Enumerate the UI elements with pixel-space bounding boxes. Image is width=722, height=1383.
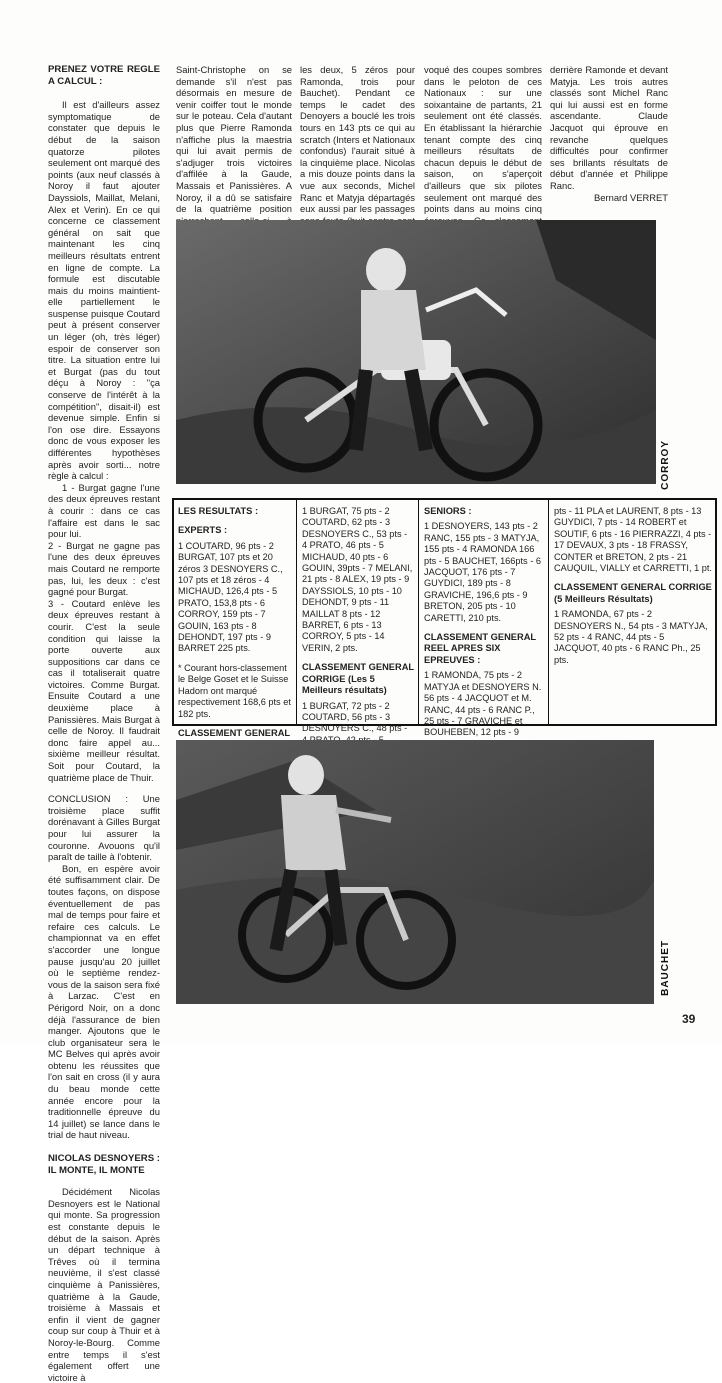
reel-results: 1 RAMONDA, 75 pts - 2 MATYJA et DESNOYERS N. 56 pts - 4 JACQUOT et M. RANC, 44 pts - 6 RANC P., 25 pts - 7 GRAVICHE et BOUHEBEN, 12 pts - 9 (424, 670, 542, 738)
paragraph: 2 - Burgat ne gagne pas l'une des deux épreuves mais Coutard ne remporte pas, lui, les deux : c'est gagné pour Burgat. (48, 539, 160, 598)
corrige5-heading: CLASSEMENT GENERAL CORRIGE (5 Meilleurs Résultats) (554, 582, 712, 604)
paragraph: 1 - Burgat gagne l'une des deux épreuves restant à courir : dans ce cas l'affaire est dans le sac pour lui. (48, 481, 160, 540)
reel-heading: CLASSEMENT GENERAL REEL APRES SIX EPREUVES : (424, 632, 536, 665)
paragraph: Il est d'ailleurs assez symptomatique de constater que depuis le début de la saison quatorze pilotes seulement ont marqué des points (aux neuf classés à Noroy il faut ajouter Dayssiols, Maillat, Melani, Alex et Verin). En ce qui concerne ce classement général on sait que maintenant les cinq meilleurs résultats entrent en ligne de compte. La formule est discutable mais du moins maintient-elle partiellement le suspense puisque Coutard peut à présent conserver un léger (oh, très léger) espoir de conserver son titre. La situation entre lui et Burgat (pas du tout déçu à Noroy : "ça conserve de l'intérêt à la compétition", disait-il) est devenue simple. Enfin si l'on ose dire. Essayons donc de vous exposer les différentes hypothèses après avoir sorti... notre règle à calcul : (48, 99, 160, 482)
paragraph: les deux, 5 zéros pour Ramonda, trois pour Bauchet). Pendant ce temps le cadet des Denoyers a bouclé les trois tours en 143 pts ce qui au scratch (Inters et Nationaux confondus) l'aurait situé à la cinquième place. Nicolas a mis douze points dans la vue aux seconds, Michel Ranc et Matyja départagés eux aussi par les passages (300, 64, 415, 215)
seniors-heading: SENIORS : (424, 506, 472, 516)
photo-caption-bauchet: BAUCHET (660, 940, 671, 996)
results-column-2 (302, 506, 414, 734)
article-column-2 (176, 64, 292, 214)
article-column-4 (424, 64, 542, 214)
paragraph: Bon, en espère avoir été suffisamment clair. De toutes façons, on dispose éventuellement de pas mal de temps pour faire et refaire ces calculs. Le championnat va en effet s'accorder une longue pause jusqu'au 20 juillet où le septième rendez-vous de la saison sera fixé à Larzac. C'est en Périgord Noir, on a donc déjà l'assurance de bien manger. Ajoutons que le club organisateur sera le MC Belves qui après avoir obtenu les réussites que l'on sait en cross (il y aura du beau monde cette année encore pour la traditionnelle épreuve du 14 juillet) se lance dans le trial de haut niveau. (48, 862, 160, 1141)
experts-results: 1 COUTARD, 96 pts - 2 BURGAT, 107 pts et 20 zéros 3 DESNOYERS C., 107 pts et 18 zéros - 4 MICHAUD, 126,4 pts - 5 PRATO, 153,8 pts - 6 CORROY, 159 pts - 7 GOUIN, 163 pts - 8 DEHONDT, 197 pts - 9 BARRET 225 pts. (178, 540, 283, 654)
results-title: LES RESULTATS : (178, 506, 259, 516)
divider (296, 500, 297, 724)
general-results: 1 BURGAT, 75 pts - 2 COUTARD, 62 pts - 3 DESNOYERS C., 53 pts - 4 PRATO, 46 pts - 5 MICHAUD, 40 pts - 6 GOUIN, 39pts - 7 MELANI, 21 pts - 8 ALEX, 19 pts - 9 DAYSSIOLS, 10 pts - 10 DEHONDT, 9 pts - 11 MAILLAT 8 pts - 12 BARRET, 6 pts - 13 CORROY, 5 pts - 14 VERIN, 2 pts. (302, 506, 413, 653)
experts-heading: EXPERTS : (178, 525, 228, 536)
rider-photo-corroy (176, 220, 656, 484)
corrige-heading: CLASSEMENT GENERAL CORRIGE (Les 5 Meilleurs résultats) (302, 662, 414, 696)
paragraph: Saint-Christophe on se demande s'il n'est pas désormais en mesure de venir coiffer tout le monde sur le poteau. Cela d'autant plus que Pierre Ramonda n'affiche plus la maestria qui lui avait permis de s'adjuger trois victoires d'affilée à la Gaude, Massais et Panissières. A Noroy, il a dû se satisfaire de la quatrième position (176, 64, 292, 215)
paragraph: Décidément Nicolas Desnoyers est le National qui monte. Sa progression est constante depuis le début de la saison. Après un départ technique à Trêves où il termina neuvième, il s'est classé cinquième à Panissières, quatrième à la Gaude, troisième à Massais et enfin il vient de gagner coup sur coup à Thuir et à Noroy-le-Bourg. Comme entre temps il s'est également offert une victoire à (48, 1186, 160, 1383)
author-signature: Bernard VERRET (594, 191, 668, 203)
paragraph: CONCLUSION : Une troisième place suffit dorénavant à Gilles Burgat pour lui assurer la couronne. Avouons qu'il paraît de taille à l'obtenir. (48, 793, 160, 863)
results-column-3 (424, 506, 544, 738)
divider (548, 500, 549, 724)
paragraph: 3 - Coutard enlève les deux épreuves restant à courir. C'est la seule condition qui laisse la porte ouverte aux suppositions car dans ce cas il totaliserait quatre victoires. Comme Burgat. Ensuite Coutard a une deuxième place à Panissières. Mais Burgat à celle de Noroy. Il faudrait donc faire appel au... sixième meilleur résultat. Soit pour Coutard, la quatrième place de Thuir. (48, 597, 160, 783)
divider (418, 500, 419, 724)
results-column-4 (554, 506, 712, 724)
paragraph: voqué des coupes sombres dans le peloton de ces Nationaux : sur une soixantaine de partants, 21 seulement ont été classés. En établissant la hiérarchie tenant compte des cinq meilleurs résultats de chacun depuis le début de saison, on s'aperçoit d'ailleurs que six pilotes seulement ont marqué des points dans au moins cinq (424, 64, 542, 215)
rider-photo-bauchet (176, 740, 654, 1004)
corrige-results: 1 BURGAT, 72 pts - 2 COUTARD, 56 pts - 3 DESNOYERS C., 48 pts - (302, 700, 408, 734)
seniors-results: 1 DESNOYERS, 143 pts - 2 RANC, 155 pts - 3 MATYJA, 155 pts - 4 RAMONDA 166 pts - 5 BAUCHET, 166pts - 6 JACQUOT, 176 pts - 7 GUYDICI, 189 pts - 8 GRAVICHE, 196,6 pts - 9 BRETON, 205 pts - 10 CARETTI, 210 pts. (424, 521, 541, 623)
corrige5-results: 1 RAMONDA, 67 pts - 2 DESNOYERS N., 54 pts - 3 MATYJA, 52 pts - 4 RANC, 44 pts - 5 JACQUOT, 40 pts - 6 RANC Ph., 25 pts. (554, 609, 708, 665)
results-note: * Courant hors-classement le Belge Goset et le Suisse Hadorn ont marqué respectivement 168,6 pts et 182 pts. (178, 662, 291, 719)
page-number: 39 (682, 1012, 696, 1026)
paragraph: derrière Ramonde et devant Matyja. Les trois autres classés sont Michel Ranc qui lui aussi est en forme ascendante. Claude Jacquot qui éprouve en revanche quelques difficultés pour confirmer ses brillants résultats de début d'année et Philippe Ranc. (550, 64, 668, 191)
section-heading: PRENEZ VOTRE REGLE A CALCUL : (48, 64, 160, 87)
article-column-5 (550, 64, 668, 214)
photo-caption-corroy: CORROY (660, 440, 671, 490)
results-box (172, 498, 717, 738)
reel-results-continued: pts - 11 PLA et LAURENT, 8 pts - 13 GUYDICI, 7 pts - 14 ROBERT et SOUTIF, 6 pts - 16 PIERRAZZI, 4 pts - 17 DEVAUX, 3 pts - 18 FRASSY, CONTER et BRETON, 2 pts - 21 CAUQUIL, VIALLY et CARRETTI, 1 pt. (554, 506, 712, 574)
article-column-1 (48, 64, 160, 1383)
article-column-3 (300, 64, 415, 214)
section-heading: NICOLAS DESNOYERS : IL MONTE, IL MONTE (48, 1153, 160, 1176)
general-heading: CLASSEMENT GENERAL (178, 727, 290, 738)
results-column-1 (178, 506, 292, 738)
